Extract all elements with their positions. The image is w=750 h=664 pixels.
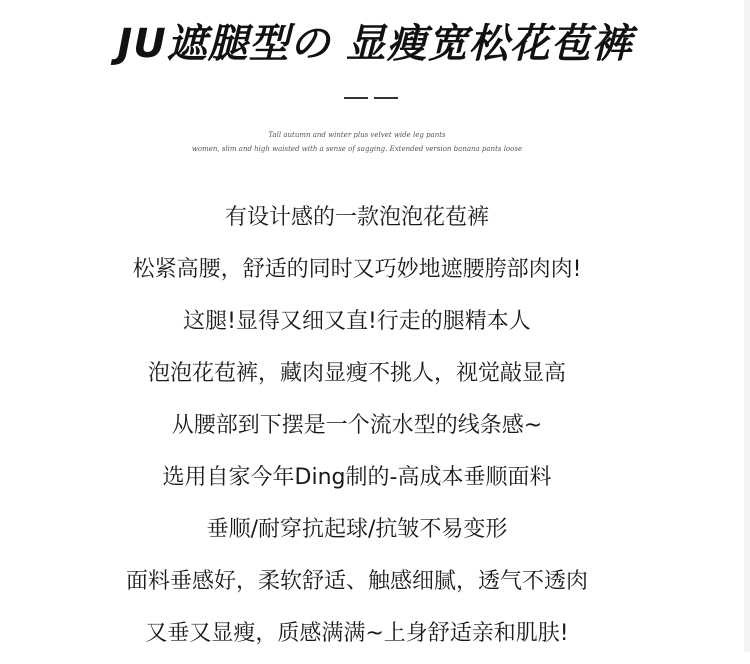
divider-right	[374, 97, 398, 99]
description-list	[0, 196, 714, 664]
description-line: 这腿!显得又细又直!行走的腿精本人	[183, 309, 531, 334]
english-subtitle-line-2: women, slim and high waisted with a sense of sagging. Extended version banana pants loose	[191, 145, 523, 153]
english-subtitle-line-1: Tall autumn and winter plus velvet wide leg pants	[268, 131, 446, 139]
description-line: 面料垂感好，柔软舒适、触感细腻，透气不透肉	[125, 569, 588, 594]
divider-left	[344, 97, 368, 99]
page-edge	[744, 0, 750, 652]
description-line: 又垂又显瘦，质感满满~上身舒适亲和肌肤!	[145, 621, 569, 646]
description-line: 垂顺/耐穿抗起球/抗皱不易变形	[206, 517, 508, 542]
description-line: 选用自家今年Ding制的-高成本垂顺面料	[162, 465, 552, 490]
description-line: 有设计感的一款泡泡花苞裤	[224, 205, 489, 230]
product-title: JU遮腿型の 显瘦宽松花苞裤	[117, 21, 633, 67]
description-line: 从腰部到下摆是一个流水型的线条感~	[171, 413, 543, 438]
description-line: 松紧高腰，舒适的同时又巧妙地遮腰胯部肉肉!	[132, 257, 582, 282]
description-line: 泡泡花苞裤，藏肉显瘦不挑人，视觉敲显高	[147, 361, 566, 386]
